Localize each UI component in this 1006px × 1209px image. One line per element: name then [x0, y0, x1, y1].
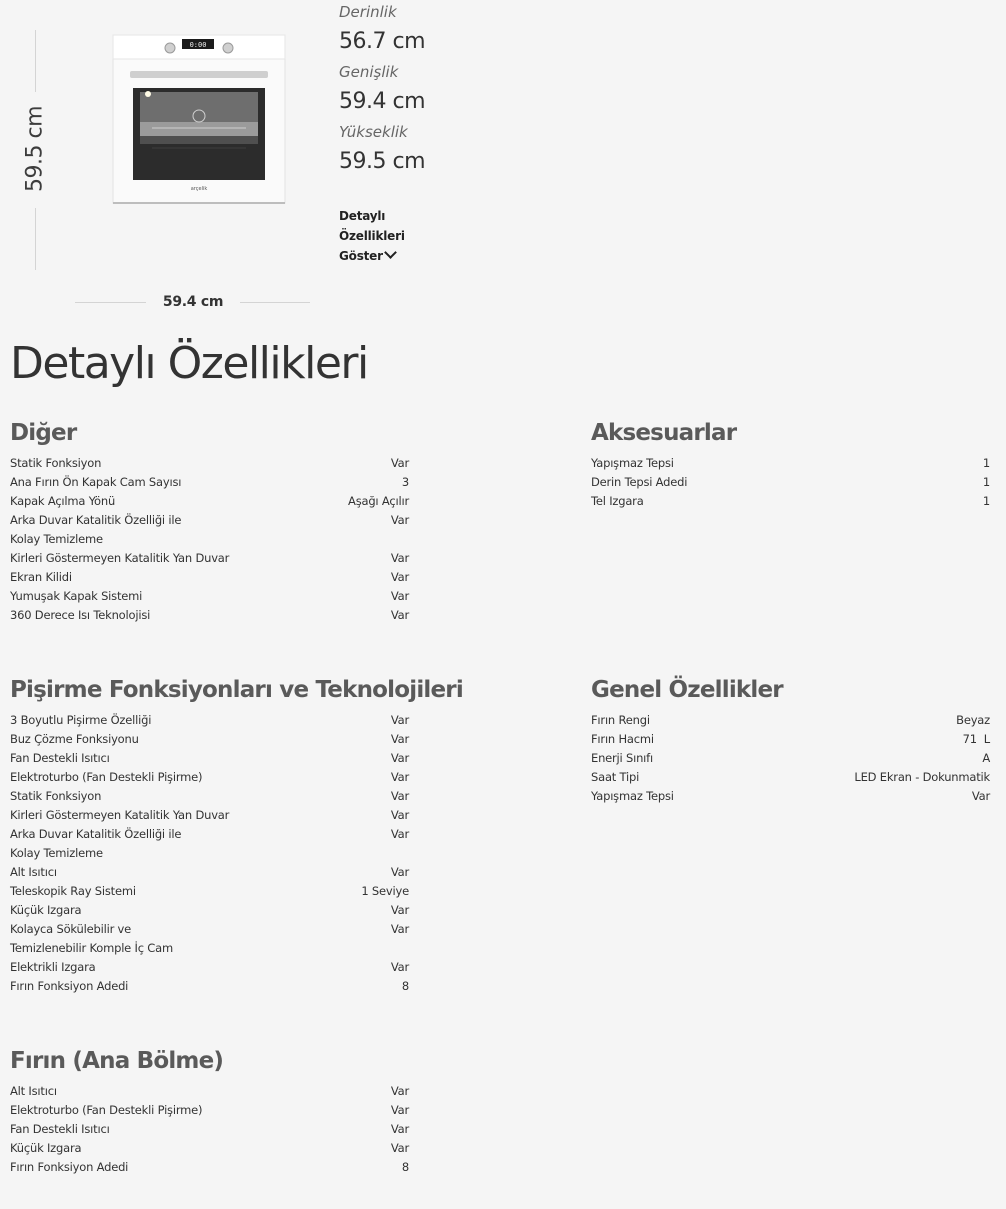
spec-key: Fan Destekli Isıtıcı	[10, 1122, 110, 1136]
spec-key: Statik Fonksiyon	[10, 456, 102, 470]
spec-value: Var	[390, 865, 409, 879]
spec-key: Alt Isıtıcı	[10, 1084, 57, 1098]
height-value: 59.5 cm	[339, 149, 426, 174]
height-label: Yükseklik	[339, 123, 408, 141]
spec-key: Statik Fonksiyon	[10, 789, 102, 803]
spec-row	[591, 768, 990, 787]
spec-key: Fırın Rengi	[591, 713, 650, 727]
spec-row	[10, 882, 409, 901]
width-dimension-line-left	[75, 302, 146, 303]
spec-key: 3 Boyutlu Pişirme Özelliği	[10, 713, 152, 727]
width-label: Genişlik	[339, 63, 399, 81]
section-title-aksesuarlar: Aksesuarlar	[591, 420, 737, 446]
spec-row	[10, 920, 409, 958]
spec-row	[10, 1158, 409, 1177]
spec-value: Var	[390, 1084, 409, 1098]
spec-value: Var	[390, 770, 409, 784]
depth-label: Derinlik	[339, 3, 397, 21]
spec-key: Elektroturbo (Fan Destekli Pişirme)	[10, 1103, 203, 1117]
section-title-pisirme: Pişirme Fonksiyonları ve Teknolojileri	[10, 677, 463, 703]
spec-value: Var	[390, 713, 409, 727]
spec-key: Tel Izgara	[591, 494, 644, 508]
spec-key: Elektroturbo (Fan Destekli Pişirme)	[10, 770, 203, 784]
spec-row	[10, 768, 409, 787]
section-title-diger: Diğer	[10, 420, 77, 446]
spec-row	[591, 473, 990, 492]
spec-row	[10, 587, 409, 606]
spec-key: Kirleri Göstermeyen Katalitik Yan Duvar	[10, 551, 230, 565]
oven-display-text: 0:00	[189, 41, 207, 49]
spec-key: Teleskopik Ray Sistemi	[10, 884, 136, 898]
spec-value: 8	[401, 1160, 409, 1174]
spec-value: Beyaz	[956, 713, 990, 727]
spec-row	[10, 1139, 409, 1158]
spec-key: Saat Tipi	[591, 770, 640, 784]
spec-key: Fırın Hacmi	[591, 732, 654, 746]
spec-row	[10, 568, 409, 587]
width-value: 59.4 cm	[339, 89, 426, 114]
oven-product-image	[112, 34, 286, 206]
spec-key: Yapışmaz Tepsi	[591, 789, 674, 803]
chevron-down-icon	[384, 246, 397, 259]
spec-value: Var	[390, 551, 409, 565]
spec-value: Var	[390, 513, 409, 527]
spec-row	[10, 1101, 409, 1120]
spec-row	[10, 711, 409, 730]
spec-row	[10, 1082, 409, 1101]
section-title-firin: Fırın (Ana Bölme)	[10, 1048, 224, 1074]
spec-key: Elektrikli Izgara	[10, 960, 96, 974]
spec-key: Yumuşak Kapak Sistemi	[10, 589, 143, 603]
spec-row	[591, 749, 990, 768]
spec-key: Küçük Izgara	[10, 1141, 82, 1155]
spec-value: Var	[971, 789, 990, 803]
section-title-genel: Genel Özellikler	[591, 677, 783, 703]
spec-key: Küçük Izgara	[10, 903, 82, 917]
spec-value: 1 Seviye	[361, 884, 409, 898]
section-pisirme	[10, 675, 463, 996]
section-firin	[10, 1046, 409, 1177]
spec-value: Var	[390, 589, 409, 603]
spec-row	[10, 749, 409, 768]
spec-row	[10, 511, 409, 549]
spec-value: Var	[390, 960, 409, 974]
spec-value: Var	[390, 789, 409, 803]
spec-row	[10, 863, 409, 882]
spec-value: Var	[390, 808, 409, 822]
spec-key: Yapışmaz Tepsi	[591, 456, 674, 470]
spec-key: Arka Duvar Katalitik Özelliği ile Kolay Temizleme	[10, 827, 182, 860]
spec-key: 360 Derece Isı Teknolojisi	[10, 608, 151, 622]
spec-row	[10, 825, 409, 863]
spec-key: Alt Isıtıcı	[10, 865, 57, 879]
depth-value: 56.7 cm	[339, 29, 426, 54]
spec-value: Var	[390, 456, 409, 470]
spec-key: Ekran Kilidi	[10, 570, 72, 584]
spec-row	[10, 787, 409, 806]
spec-row	[10, 901, 409, 920]
spec-row	[10, 977, 409, 996]
section-genel	[591, 675, 990, 806]
spec-row	[10, 606, 409, 625]
width-dimension-label: 59.4 cm	[162, 294, 224, 310]
spec-row	[10, 1120, 409, 1139]
spec-value: A	[982, 751, 990, 765]
spec-value: Var	[390, 1103, 409, 1117]
spec-row	[10, 730, 409, 749]
spec-value: 71 L	[962, 732, 990, 746]
section-aksesuarlar	[591, 418, 990, 511]
section-diger	[10, 418, 409, 625]
spec-row	[10, 454, 409, 473]
spec-row	[10, 492, 409, 511]
show-details-link[interactable]	[339, 206, 449, 266]
spec-value: 1	[982, 494, 990, 508]
spec-list-diger	[10, 454, 409, 625]
spec-value: 1	[982, 475, 990, 489]
spec-key: Arka Duvar Katalitik Özelliği ile Kolay Temizleme	[10, 513, 182, 546]
show-details-link-line2: Göster	[339, 249, 383, 263]
spec-value: Var	[390, 732, 409, 746]
spec-value: Var	[390, 903, 409, 917]
show-details-link-line1: Detaylı Özellikleri	[339, 209, 405, 243]
spec-value: Var	[390, 1141, 409, 1155]
spec-key: Fırın Fonksiyon Adedi	[10, 1160, 129, 1174]
spec-row	[10, 958, 409, 977]
spec-row	[10, 473, 409, 492]
spec-row	[10, 549, 409, 568]
spec-key: Kirleri Göstermeyen Katalitik Yan Duvar	[10, 808, 230, 822]
dimension-specs	[339, 0, 539, 180]
spec-row	[591, 787, 990, 806]
brand-logo: arçelik	[190, 186, 208, 192]
height-dimension-line-bottom	[35, 208, 36, 270]
spec-value: 1	[982, 456, 990, 470]
spec-value: Var	[390, 608, 409, 622]
spec-value: 3	[401, 475, 409, 489]
spec-key: Fırın Fonksiyon Adedi	[10, 979, 129, 993]
spec-list-firin	[10, 1082, 409, 1177]
spec-list-genel	[591, 711, 990, 806]
spec-row	[591, 711, 990, 730]
spec-value: Var	[390, 751, 409, 765]
spec-key: Ana Fırın Ön Kapak Cam Sayısı	[10, 475, 182, 489]
page-title: Detaylı Özellikleri	[10, 338, 368, 389]
spec-row	[10, 806, 409, 825]
spec-key: Enerji Sınıfı	[591, 751, 654, 765]
spec-key: Buz Çözme Fonksiyonu	[10, 732, 139, 746]
spec-value: Var	[390, 570, 409, 584]
spec-value: Var	[390, 827, 409, 841]
spec-key: Derin Tepsi Adedi	[591, 475, 688, 489]
spec-key: Kolayca Sökülebilir ve Temizlenebilir Komple İç Cam	[10, 922, 173, 955]
spec-value: Aşağı Açılır	[348, 494, 409, 508]
spec-row	[591, 454, 990, 473]
spec-list-aksesuarlar	[591, 454, 990, 511]
spec-value: 8	[401, 979, 409, 993]
spec-value: Var	[390, 922, 409, 936]
height-dimension-line-top	[35, 30, 36, 92]
height-dimension-label: 59.5 cm	[22, 105, 48, 193]
width-dimension-line-right	[240, 302, 310, 303]
spec-key: Fan Destekli Isıtıcı	[10, 751, 110, 765]
spec-row	[591, 730, 990, 749]
spec-key: Kapak Açılma Yönü	[10, 494, 116, 508]
spec-list-pisirme	[10, 711, 409, 996]
spec-row	[591, 492, 990, 511]
spec-value: LED Ekran - Dokunmatik	[854, 770, 990, 784]
spec-value: Var	[390, 1122, 409, 1136]
